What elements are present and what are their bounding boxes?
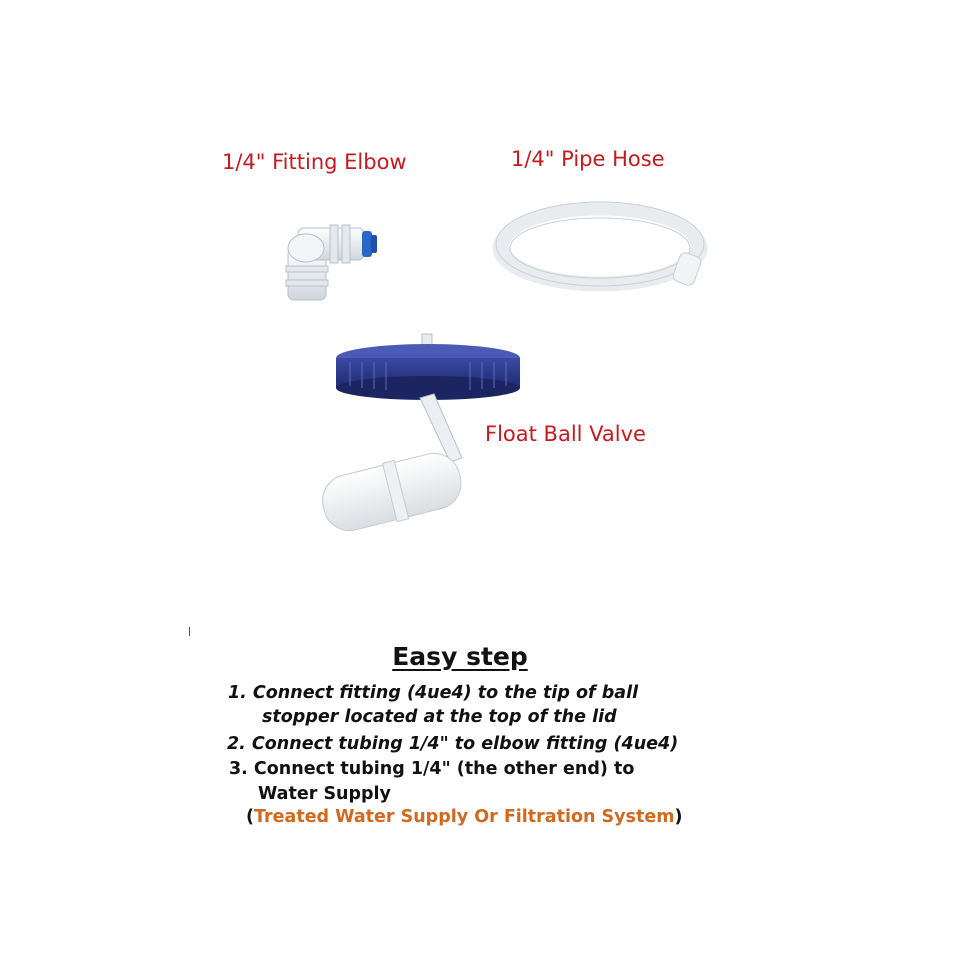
step-1-line-2: stopper located at the top of the lid <box>262 707 617 727</box>
close-paren: ) <box>674 807 683 827</box>
pipe-hose-image <box>488 194 718 304</box>
instructions-title: Easy step <box>392 642 528 671</box>
step-3-highlight: Treated Water Supply Or Filtration System <box>254 807 675 827</box>
hose-label: 1/4" Pipe Hose <box>511 147 665 171</box>
step-3-line-3 <box>246 807 682 827</box>
step-3-line-1: 3. Connect tubing 1/4" (the other end) to <box>229 759 635 779</box>
float-ball-valve-image <box>300 322 560 552</box>
step-1-line-1: 1. Connect fitting (4ue4) to the tip of ball <box>228 683 639 703</box>
step-3-line-2: Water Supply <box>258 784 391 804</box>
stray-mark <box>189 627 190 636</box>
float-valve-label: Float Ball Valve <box>485 422 646 446</box>
elbow-fitting-image <box>258 200 388 310</box>
elbow-label: 1/4" Fitting Elbow <box>222 150 407 174</box>
step-2: 2. Connect tubing 1/4" to elbow fitting (4ue4) <box>227 734 679 754</box>
open-paren: ( <box>246 807 254 827</box>
